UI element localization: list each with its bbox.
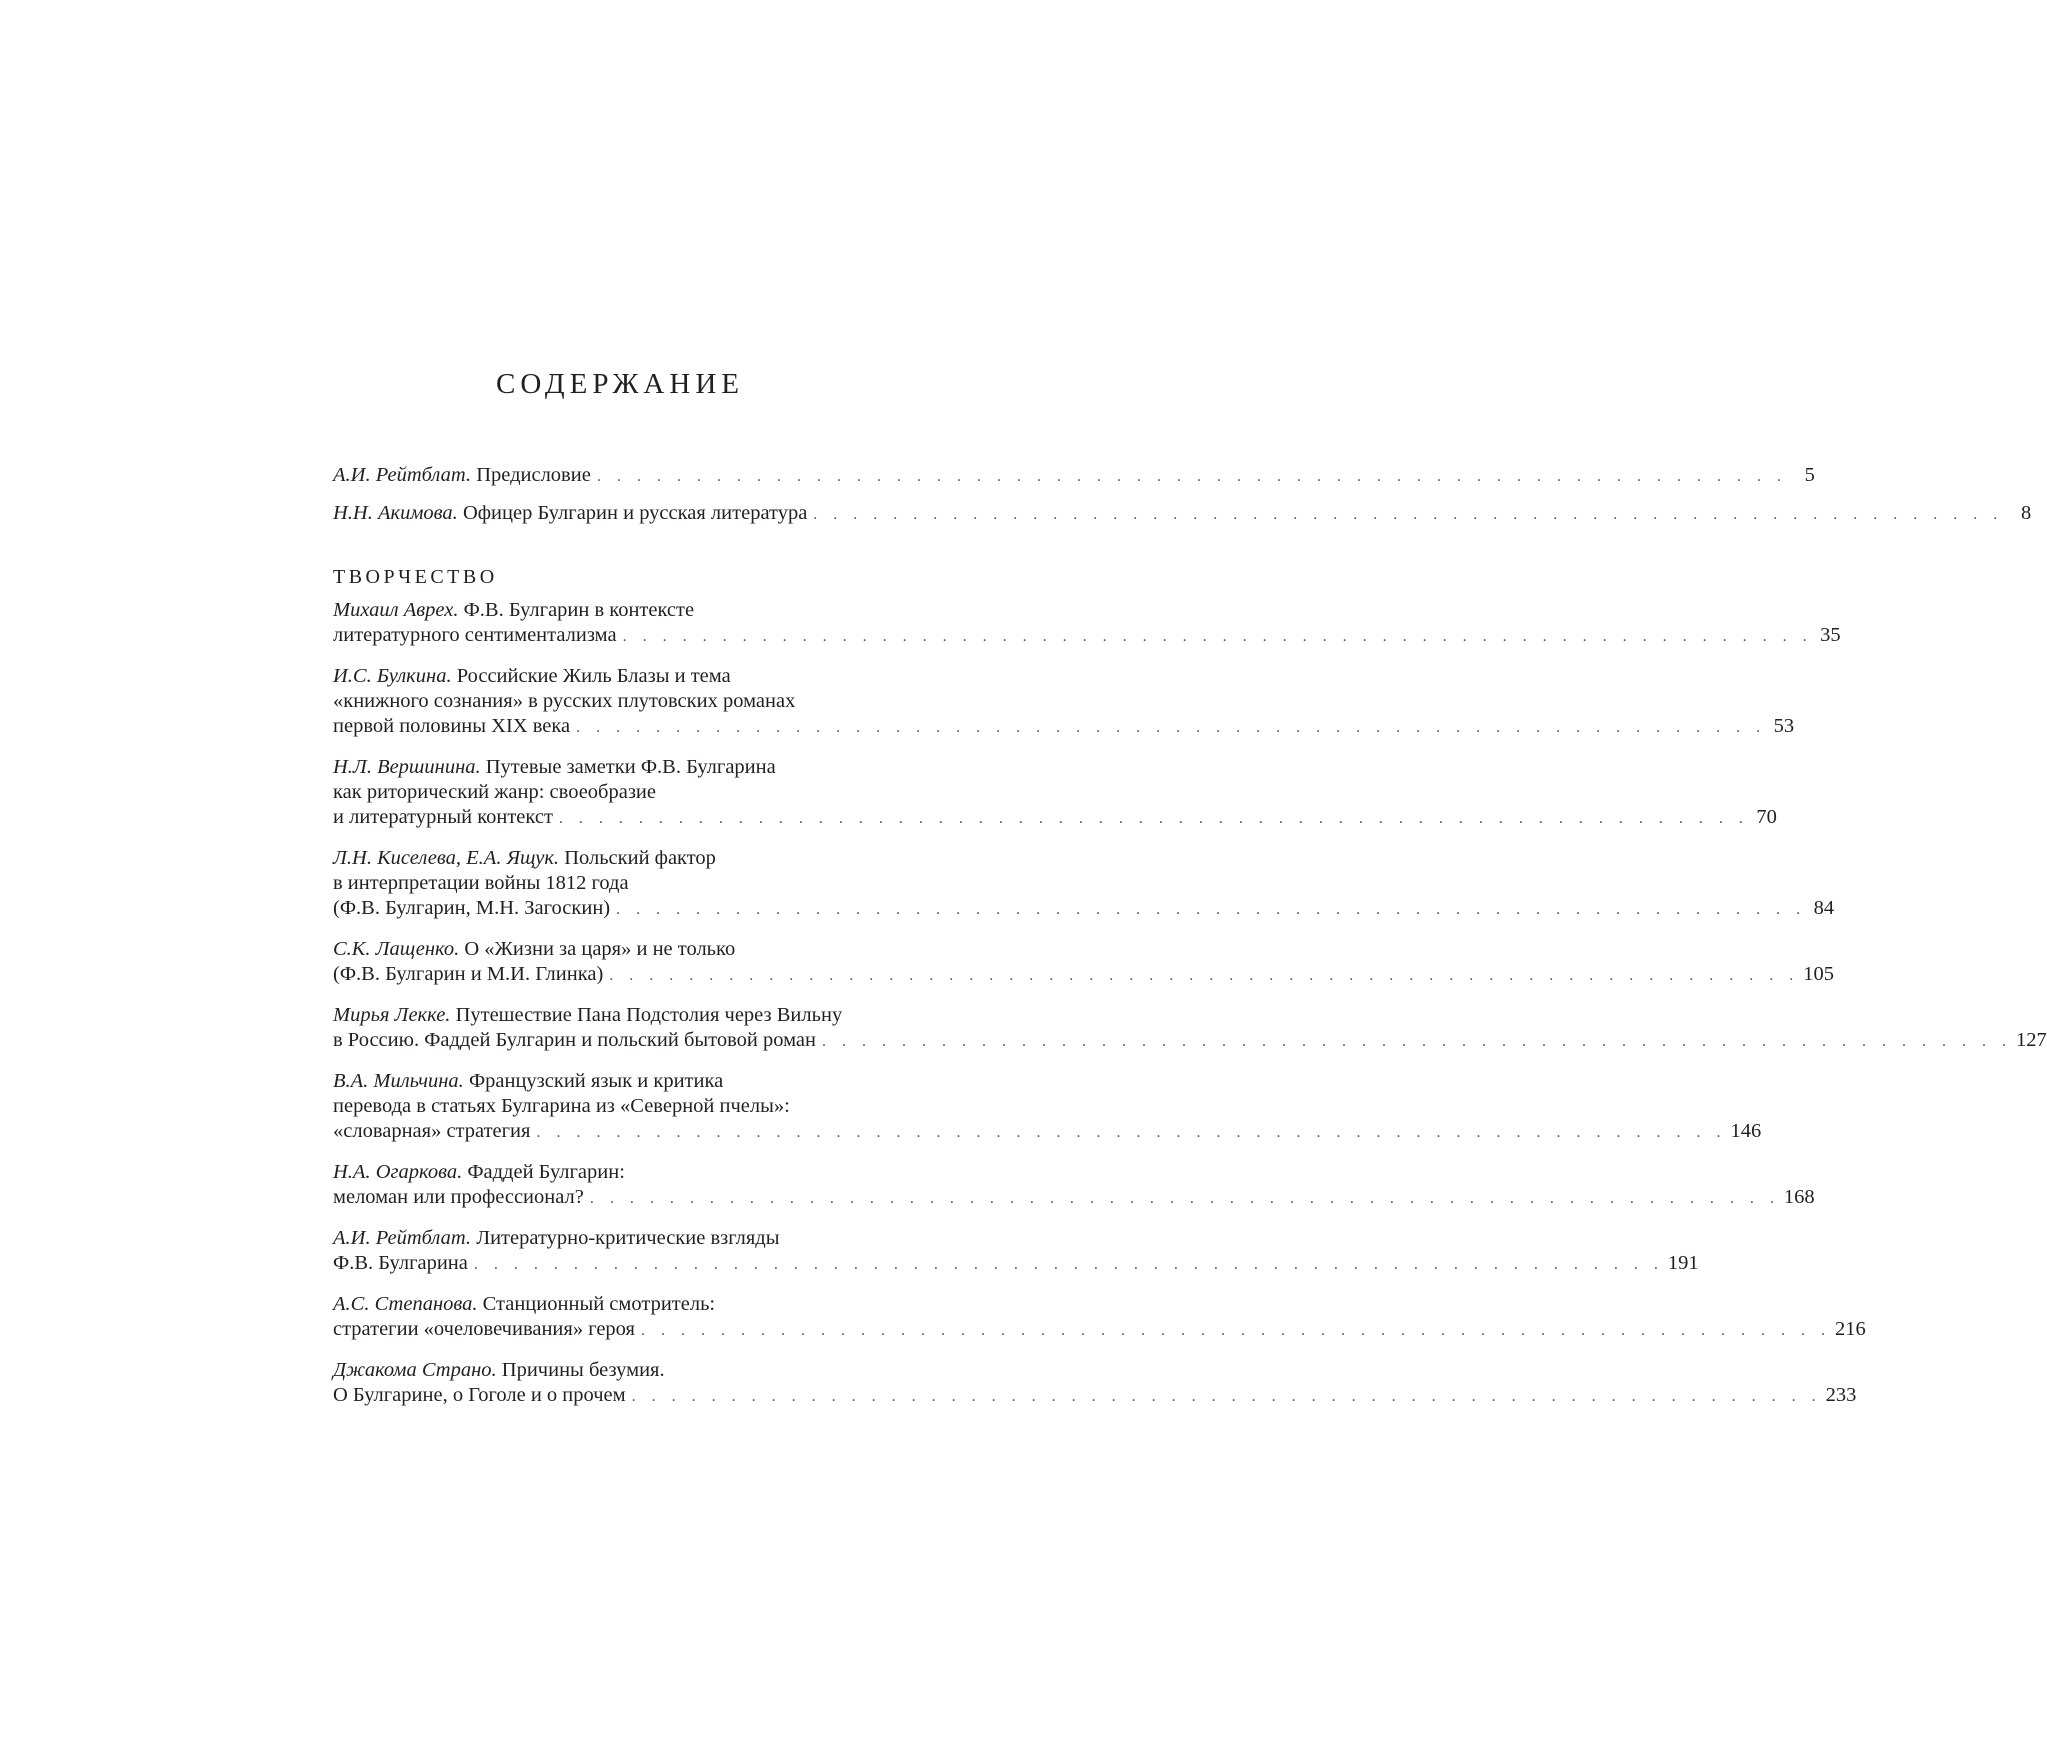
dot-leader: . . . . . . . . . . . . . . . . . . . . . . . . . . . . . . . . . . . . . . . . . . . . . . . . . . . . . . . . . . . . [589,1190,1780,1207]
toc-entry-line [333,689,922,714]
toc-entry-title: Причины безумия. [496,1359,665,1381]
toc-entry-line [333,501,2032,527]
toc-entry-line [333,1069,922,1094]
section-list [333,598,2047,1409]
toc-page-number: 191 [1667,1252,1699,1274]
toc-entry-author: А.И. Рейтблат. [333,464,472,486]
toc-entry[interactable] [333,937,1835,988]
toc-entry[interactable] [333,1358,1857,1409]
toc-entry-author: Н.Л. Вершинина. [333,756,481,778]
toc-entry-line [333,1160,922,1185]
toc-entry-text [333,1358,665,1383]
toc-entry[interactable] [333,1292,1866,1343]
toc-entry-title: Путешествие Пана Подстолия через Вильну [450,1004,843,1026]
toc-entry-text [333,1028,816,1053]
toc-entry-title: Офицер Булгарин и русская литература [457,502,808,524]
toc-entry-author: В.А. Мильчина. [333,1070,464,1092]
toc-entry-text [333,962,603,987]
toc-entry-text [333,598,694,623]
toc-page-number: 216 [1834,1318,1866,1340]
toc-entry-line [333,623,1841,649]
toc-page-number: 105 [1803,963,1835,985]
toc-page-number: 233 [1825,1384,1857,1406]
toc-entry-text [333,1069,723,1094]
toc-entry-title: Предисловие [471,464,591,486]
toc-entry-text [333,1094,790,1119]
toc-entry[interactable] [333,1226,1699,1277]
toc-entry-line [333,962,1835,988]
toc-entry-line [333,598,922,623]
dot-leader: . . . . . . . . . . . . . . . . . . . . . . . . . . . . . . . . . . . . . . . . . . . . . . . . . . . . . . . . . . . . [622,628,1813,645]
toc-entry-title: первой половины XIX века [333,715,571,737]
dot-leader: . . . . . . . . . . . . . . . . . . . . . . . . . . . . . . . . . . . . . . . . . . . . . . . . . . . . . . . . . . . . [596,468,1787,485]
toc-page-number: 8 [2021,502,2032,524]
toc-entry[interactable] [333,501,2032,527]
toc-entry-line [333,463,1815,489]
toc-entry-author: А.И. Рейтблат. [333,1227,472,1249]
toc-entry-line [333,664,922,689]
toc-entry-text [333,937,735,962]
dot-leader: . . . . . . . . . . . . . . . . . . . . . . . . . . . . . . . . . . . . . . . . . . . . . . . . . . . . . . . . . . . . [616,901,1807,918]
toc-entry-text [333,664,731,689]
toc-entry-title: меломан или профессионал? [333,1186,584,1208]
toc-page-number: 35 [1820,624,1841,646]
toc-entry-author: А.С. Степанова. [333,1293,478,1315]
toc-entry[interactable] [333,755,1777,831]
toc-entry-title: Польский фактор [559,847,716,869]
toc-entry-text [333,1003,842,1028]
toc-entry-line [333,805,1777,831]
toc-entry-title: Путевые заметки Ф.В. Булгарина [480,756,776,778]
toc-entry-text [333,501,807,526]
toc-entry-title: литературного сентиментализма [333,624,617,646]
table-of-contents [333,463,2047,1424]
toc-entry-text [333,1185,584,1210]
toc-entry-line [333,1383,1857,1409]
toc-entry-author: С.К. Лащенко. [333,938,460,960]
toc-entry-text [333,1317,635,1342]
toc-entry-text [333,1292,715,1317]
toc-entry-title: (Ф.В. Булгарин и М.И. Глинка) [333,963,604,985]
toc-entry-text [333,805,553,830]
toc-entry-text [333,755,776,780]
toc-entry-text [333,1383,626,1408]
toc-entry[interactable] [333,463,1815,489]
toc-entry-text [333,689,795,714]
toc-page-number: 84 [1813,897,1835,919]
toc-entry-text [333,846,716,871]
dot-leader: . . . . . . . . . . . . . . . . . . . . . . . . . . . . . . . . . . . . . . . . . . . . . . . . . . . . . . . . . . . . [609,967,1800,984]
toc-entry[interactable] [333,846,1835,922]
toc-page-number: 70 [1756,806,1777,828]
toc-entry[interactable] [333,1003,2047,1054]
toc-entry-title: Французский язык и критика [463,1070,724,1092]
toc-entry-line [333,780,922,805]
toc-entry-line [333,1028,2047,1054]
toc-entry-line [333,714,1795,740]
toc-entry-line [333,846,922,871]
dot-leader: . . . . . . . . . . . . . . . . . . . . . . . . . . . . . . . . . . . . . . . . . . . . . . . . . . . . . . . . . . . . [558,810,1749,827]
toc-page-number: 168 [1783,1186,1815,1208]
toc-entry-text [333,1119,530,1144]
toc-entry-line [333,937,922,962]
toc-entry-title: и литературный контекст [333,806,553,828]
toc-entry-line [333,1292,922,1317]
dot-leader: . . . . . . . . . . . . . . . . . . . . . . . . . . . . . . . . . . . . . . . . . . . . . . . . . . . . . . . . . . . . [813,506,2004,523]
page-title: СОДЕРЖАНИЕ [496,368,744,400]
toc-entry-text [333,780,656,805]
toc-entry-line [333,896,1835,922]
toc-entry-line [333,1094,922,1119]
toc-page-number: 127 [2016,1029,2047,1051]
toc-entry-line [333,1358,922,1383]
toc-entry-title: стратегии «очеловечивания» героя [333,1318,635,1340]
toc-entry-text [333,1251,468,1276]
toc-entry-title: Литературно-критические взгляды [471,1227,780,1249]
toc-entry-text [333,623,617,648]
toc-entry-title: «книжного сознания» в русских плутовских романах [333,690,796,712]
toc-page-number: 53 [1773,715,1795,737]
toc-entry-title: в Россию. Фаддей Булгарин и польский бытовой роман [333,1029,816,1051]
toc-entry-title: Фаддей Булгарин: [462,1161,625,1183]
toc-entry-author: И.С. Булкина. [333,665,452,687]
toc-entry[interactable] [333,598,1841,649]
toc-entry[interactable] [333,1069,1762,1145]
toc-entry-line [333,755,922,780]
toc-entry-text [333,1160,625,1185]
toc-entry-title: как риторический жанр: своеобразие [333,781,656,803]
toc-entry-author: Мирья Лекке. [333,1004,451,1026]
toc-page-number: 146 [1730,1120,1762,1142]
toc-entry-author: Джакома Страно. [333,1359,497,1381]
toc-entry-line [333,1185,1815,1211]
dot-leader: . . . . . . . . . . . . . . . . . . . . . . . . . . . . . . . . . . . . . . . . . . . . . . . . . . . . . . . . . . . . [631,1388,1822,1405]
toc-entry-title: О «Жизни за царя» и не только [459,938,736,960]
toc-entry-line [333,871,922,896]
toc-entry-title: перевода в статьях Булгарина из «Северной пчелы»: [333,1095,790,1117]
toc-entry-title: О Булгарине, о Гоголе и о прочем [333,1384,626,1406]
toc-entry-line [333,1226,922,1251]
section-heading: ТВОРЧЕСТВО [333,566,498,588]
toc-entry-line [333,1317,1866,1343]
toc-entry-author: Л.Н. Киселева, Е.А. Ящук. [333,847,560,869]
toc-entry[interactable] [333,1160,1815,1211]
toc-entry-text [333,463,591,488]
toc-entry-title: Станционный смотритель: [477,1293,716,1315]
dot-leader: . . . . . . . . . . . . . . . . . . . . . . . . . . . . . . . . . . . . . . . . . . . . . . . . . . . . . . . . . . . . [576,719,1767,736]
dot-leader: . . . . . . . . . . . . . . . . . . . . . . . . . . . . . . . . . . . . . . . . . . . . . . . . . . . . . . . . . . . . [640,1322,1831,1339]
toc-entry-author: Михаил Аврех. [333,599,459,621]
toc-entry-line [333,1003,922,1028]
dot-leader: . . . . . . . . . . . . . . . . . . . . . . . . . . . . . . . . . . . . . . . . . . . . . . . . . . . . . . . . . . . . [822,1033,2012,1050]
dot-leader: . . . . . . . . . . . . . . . . . . . . . . . . . . . . . . . . . . . . . . . . . . . . . . . . . . . . . . . . . . . . [473,1256,1664,1273]
dot-leader: . . . . . . . . . . . . . . . . . . . . . . . . . . . . . . . . . . . . . . . . . . . . . . . . . . . . . . . . . . . . [536,1124,1727,1141]
toc-entry-title: Ф.В. Булгарин в контексте [458,599,695,621]
toc-page-number: 5 [1804,464,1815,486]
toc-entry-author: Н.Н. Акимова. [333,502,458,524]
toc-entry-title: Российские Жиль Блазы и тема [451,665,731,687]
toc-entry-text [333,714,570,739]
intro-list [333,463,2032,527]
toc-entry-line [333,1119,1762,1145]
toc-entry-text [333,896,610,921]
toc-entry-title: Ф.В. Булгарина [333,1252,468,1274]
toc-entry-title: в интерпретации войны 1812 года [333,872,629,894]
toc-entry-title: «словарная» стратегия [333,1120,531,1142]
toc-entry-line [333,1251,1699,1277]
toc-entry-author: Н.А. Огаркова. [333,1161,463,1183]
toc-entry[interactable] [333,664,1795,740]
toc-entry-text [333,871,629,896]
toc-entry-title: (Ф.В. Булгарин, М.Н. Загоскин) [333,897,611,919]
toc-entry-text [333,1226,779,1251]
